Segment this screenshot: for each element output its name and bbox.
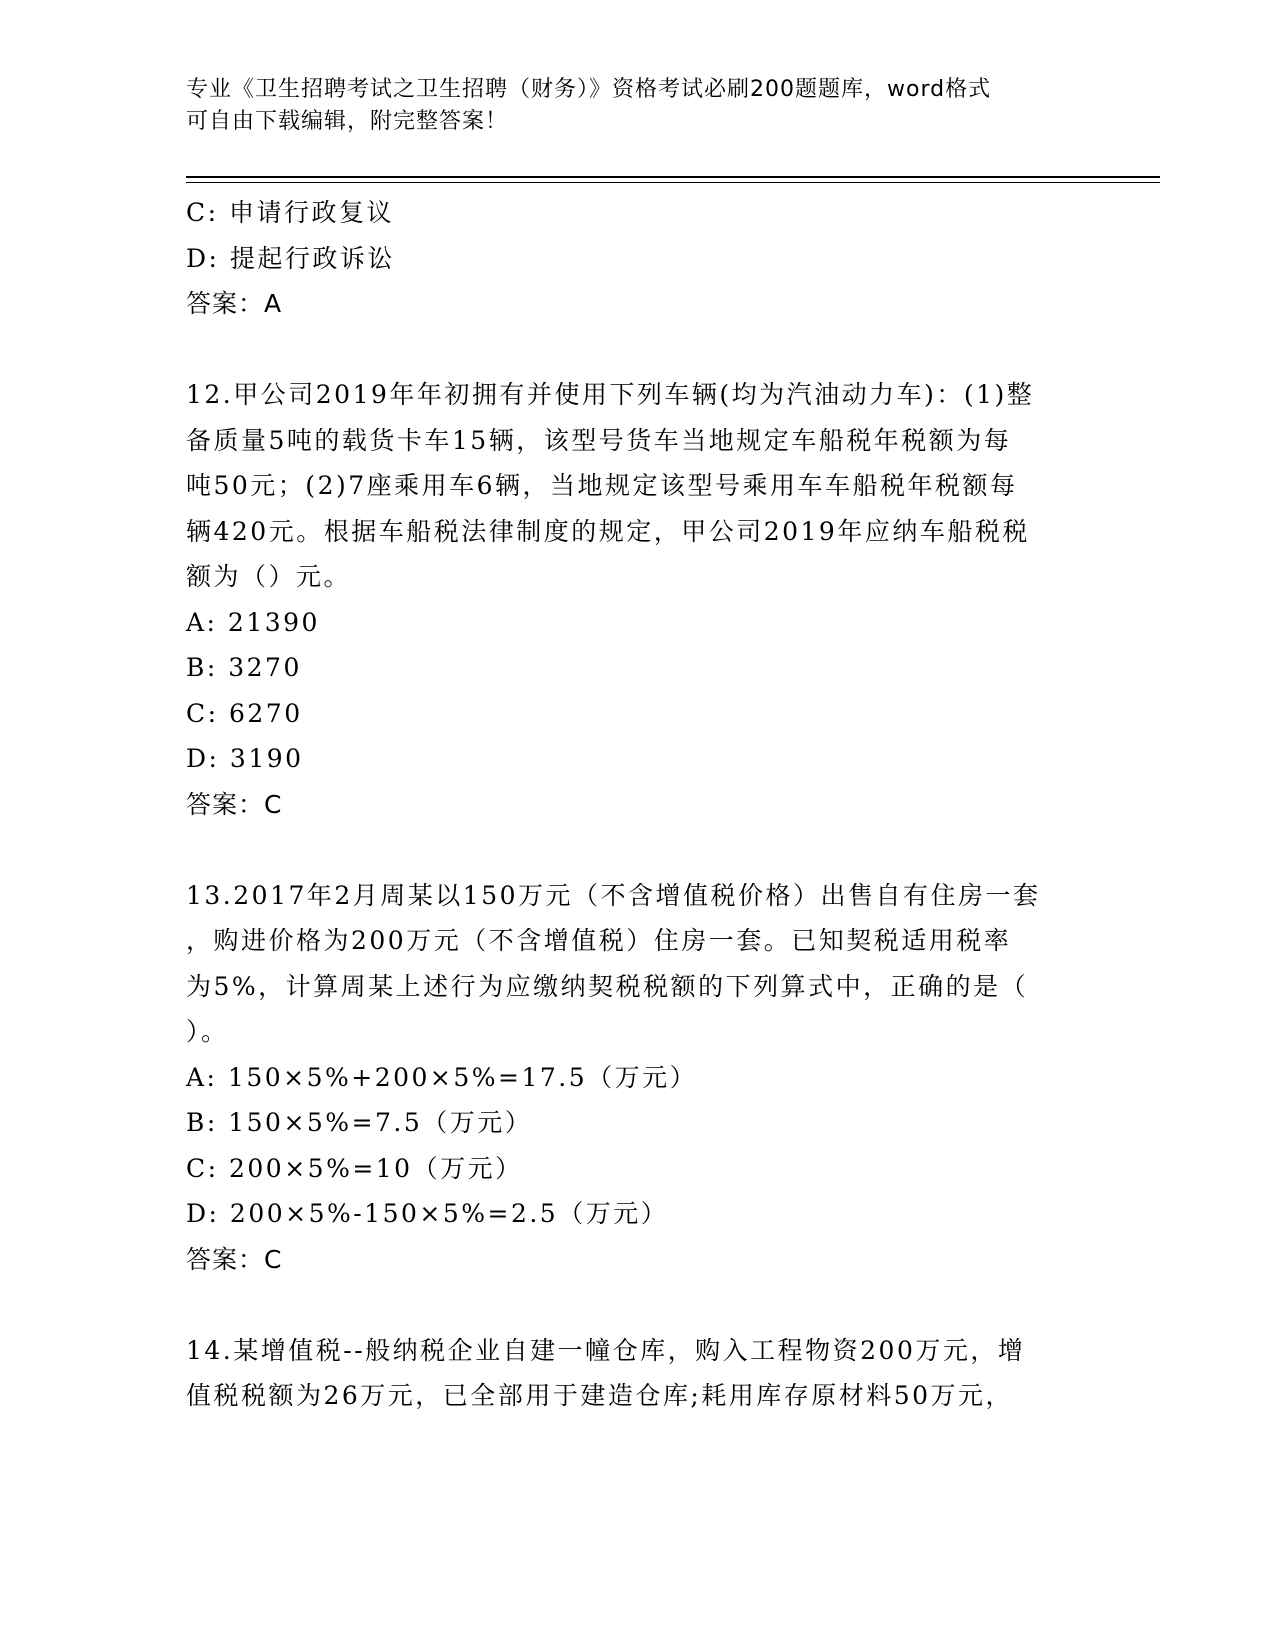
header-title-line-1: 专业《卫生招聘考试之卫生招聘（财务）》资格考试必刷200题题库，word格式 bbox=[186, 77, 992, 102]
spacer bbox=[186, 327, 1086, 373]
option-b: B: 3270 bbox=[186, 653, 302, 682]
question-text-line: ，购进价格为200万元（不含增值税）住房一套。已知契税适用税率 bbox=[186, 926, 1012, 955]
question-text-line: 14.某增值税--般纳税企业自建一幢仓库，购入工程物资200万元，增 bbox=[186, 1335, 1026, 1365]
answer-line: 答案：C bbox=[186, 789, 283, 819]
document-header bbox=[186, 74, 1066, 138]
question-12 bbox=[186, 372, 1086, 827]
question-text-line: ）。 bbox=[186, 1017, 229, 1046]
header-title-line-2: 可自由下载编辑，附完整答案！ bbox=[186, 109, 509, 134]
option-d: D: 200×5%-150×5%=2.5（万元） bbox=[186, 1199, 669, 1228]
header-divider-thick bbox=[186, 176, 1160, 178]
question-13 bbox=[186, 873, 1086, 1283]
spacer bbox=[186, 827, 1086, 873]
option-b: B: 150×5%=7.5（万元） bbox=[186, 1108, 533, 1137]
document-body bbox=[186, 190, 1086, 1419]
option-c: C: 申请行政复议 bbox=[186, 198, 394, 227]
question-text-line: 为5%，计算周某上述行为应缴纳契税税额的下列算式中，正确的是（ bbox=[186, 971, 1029, 1001]
question-text-line: 备质量5吨的载货卡车15辆，该型号货车当地规定车船税年税额为每 bbox=[186, 425, 1012, 455]
option-d: D: 3190 bbox=[186, 744, 304, 773]
question-text-line: 值税税额为26万元，已全部用于建造仓库;耗用库存原材料50万元， bbox=[186, 1381, 1014, 1410]
header-divider-thin bbox=[186, 182, 1160, 183]
option-d: D: 提起行政诉讼 bbox=[186, 243, 395, 273]
option-a: A: 21390 bbox=[186, 607, 320, 637]
previous-question-continued bbox=[186, 190, 1086, 327]
option-a: A: 150×5%+200×5%=17.5（万元） bbox=[186, 1062, 698, 1092]
answer-line: 答案：C bbox=[186, 1244, 283, 1274]
option-c: C: 6270 bbox=[186, 698, 303, 728]
question-text-line: 辆420元。根据车船税法律制度的规定，甲公司2019年应纳车船税税 bbox=[186, 516, 1030, 546]
option-c: C: 200×5%=10（万元） bbox=[186, 1153, 523, 1183]
spacer bbox=[186, 1282, 1086, 1328]
question-14 bbox=[186, 1328, 1086, 1419]
question-text-line: 13.2017年2月周某以150万元（不含增值税价格）出售自有住房一套 bbox=[186, 880, 1041, 910]
answer-line: 答案：A bbox=[186, 289, 283, 318]
question-text-line: 12.甲公司2019年年初拥有并使用下列车辆(均为汽油动力车)：(1)整 bbox=[186, 380, 1035, 409]
question-text-line: 吨50元；(2)7座乘用车6辆，当地规定该型号乘用车车船税年税额每 bbox=[186, 471, 1018, 500]
question-text-line: 额为（）元。 bbox=[186, 562, 352, 591]
